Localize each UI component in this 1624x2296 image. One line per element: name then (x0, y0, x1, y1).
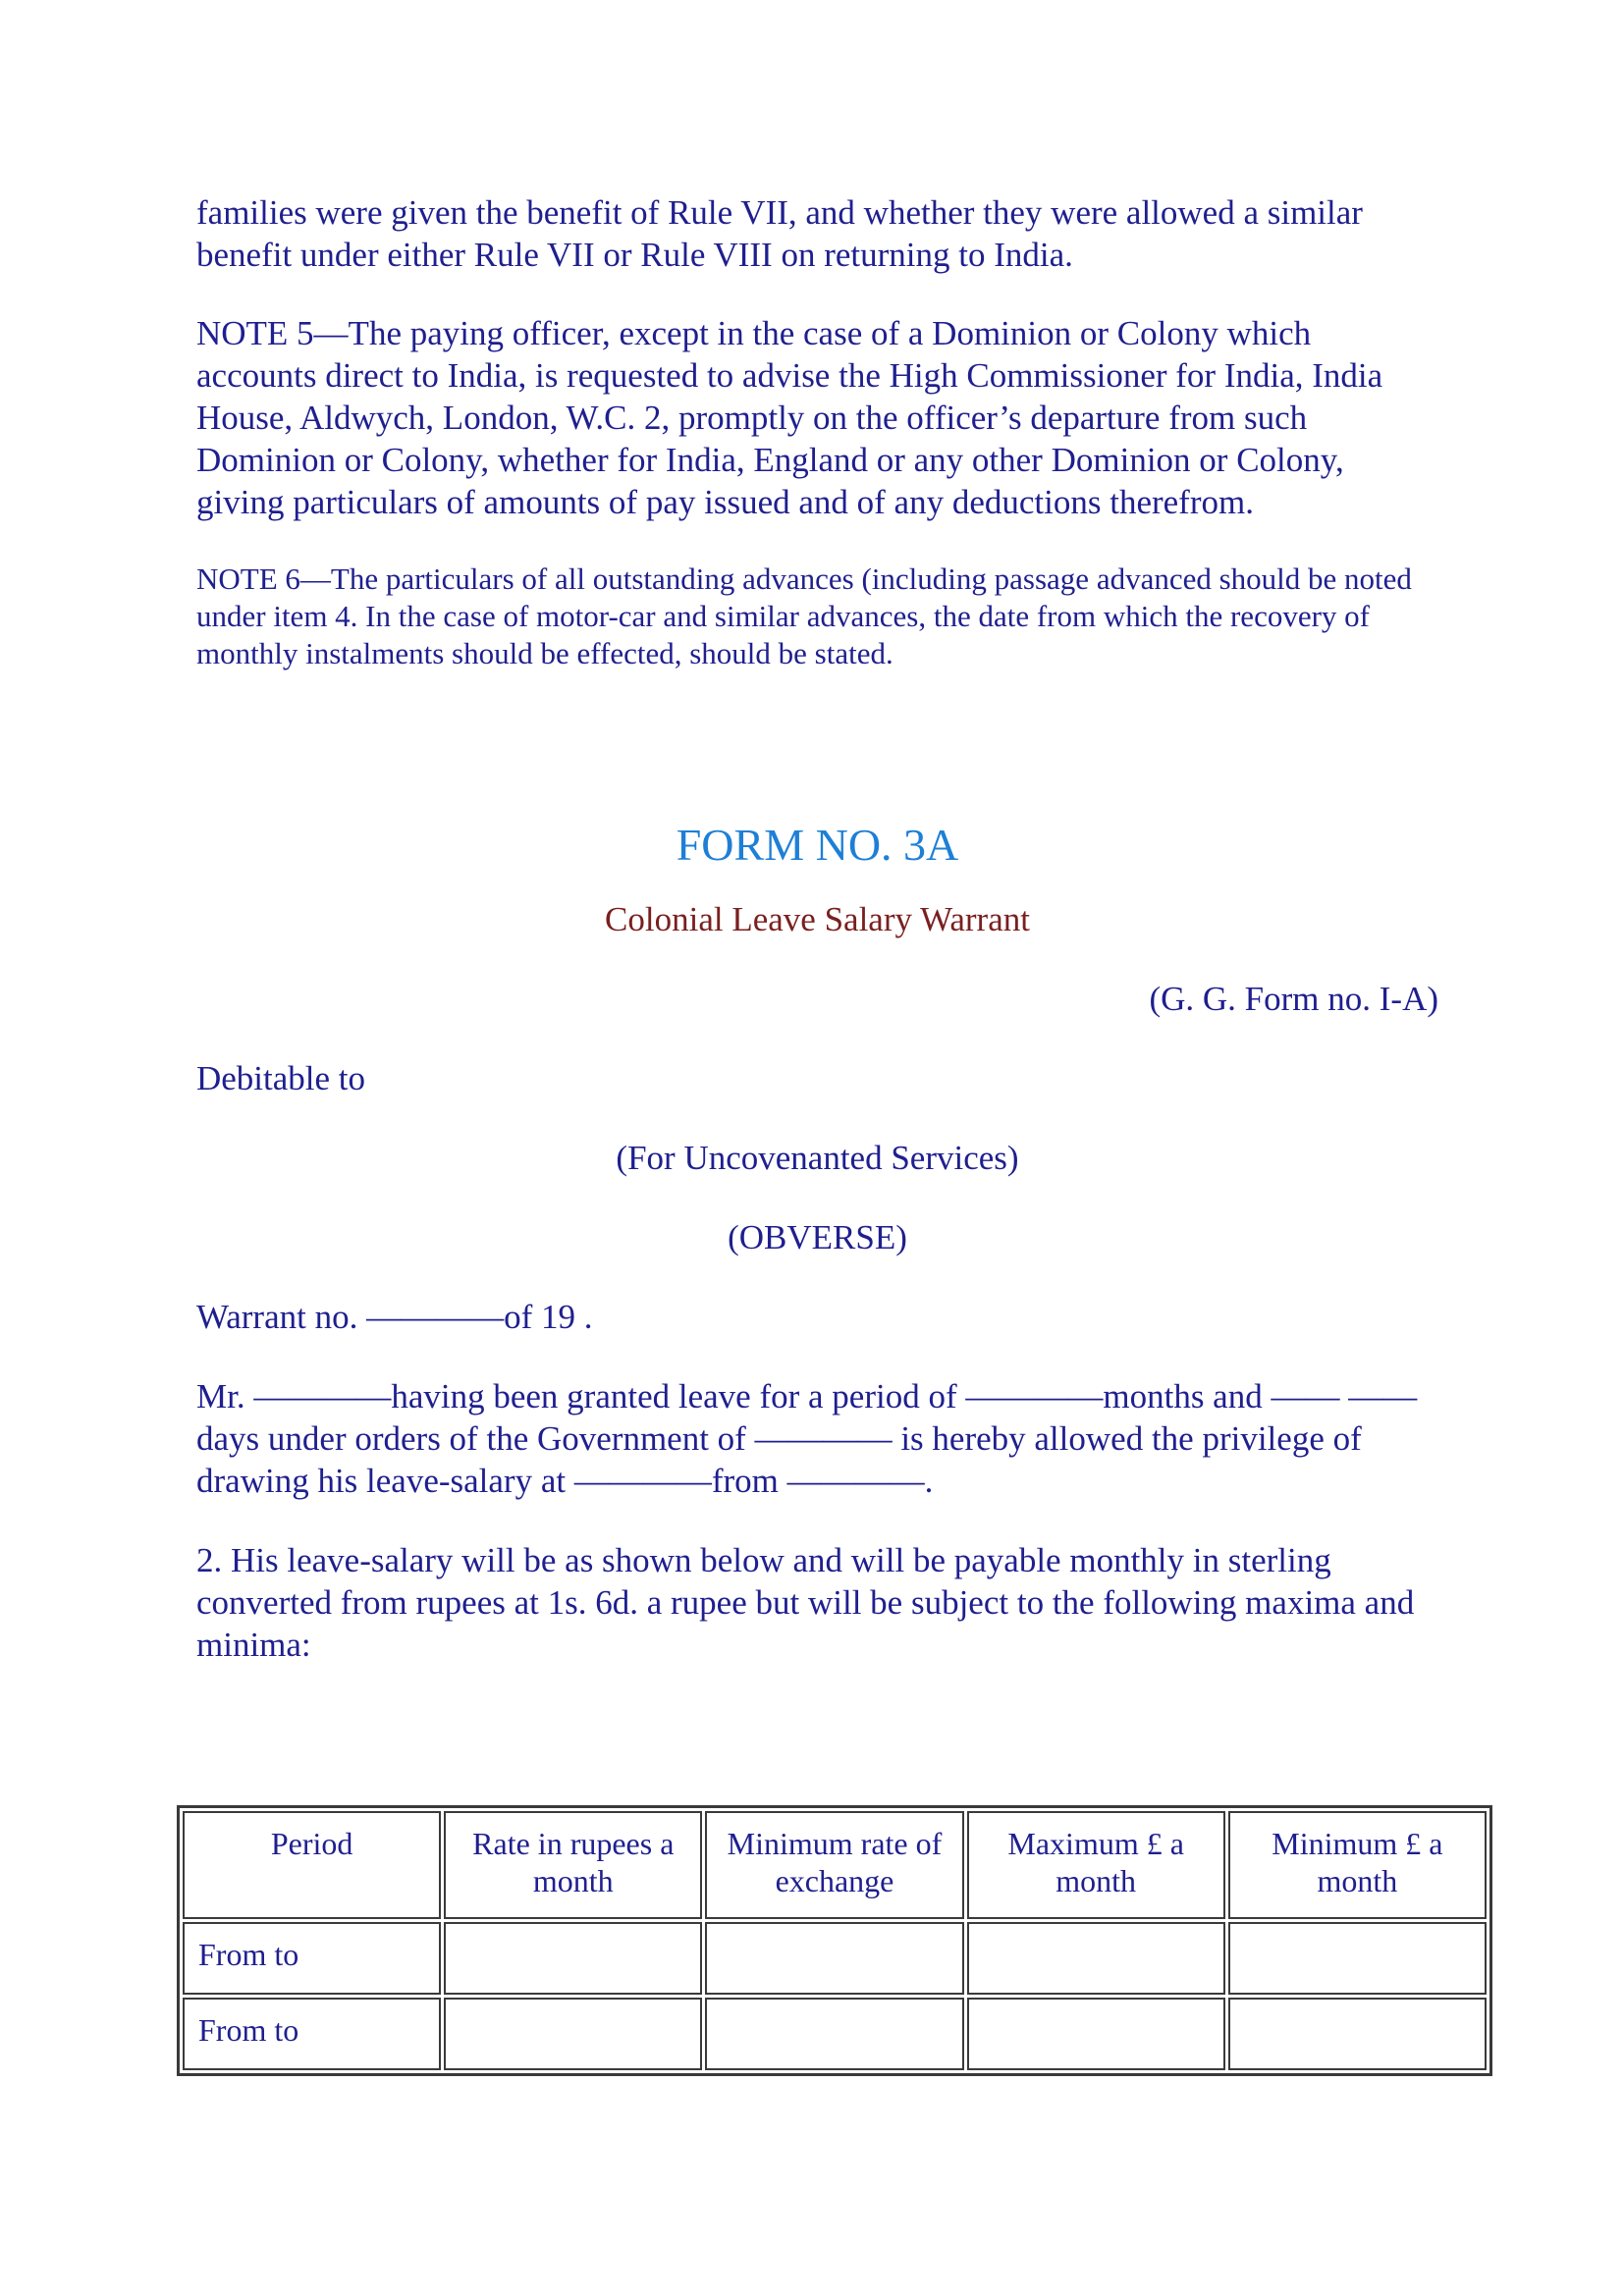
cell-rate-rupees (444, 1998, 702, 2070)
header-period: Period (183, 1811, 441, 1919)
warrant-number-line: Warrant no. ————of 19 . (196, 1298, 593, 1336)
header-max-pounds: Maximum £ a month (967, 1811, 1225, 1919)
form-title: FORM NO. 3A (676, 820, 959, 870)
form-subtitle: Colonial Leave Salary Warrant (605, 900, 1030, 938)
table-row (183, 1998, 1487, 2070)
document-page (196, 191, 1438, 1666)
cell-min-exchange (705, 1922, 963, 1995)
debitable-to: Debitable to (196, 1059, 366, 1097)
cell-period: From to (183, 1998, 441, 2070)
table-row (183, 1922, 1487, 1995)
cell-period: From to (183, 1922, 441, 1995)
header-rate-rupees: Rate in rupees a month (444, 1811, 702, 1919)
cell-min-pounds (1228, 1998, 1487, 2070)
cell-max-pounds (967, 1998, 1225, 2070)
header-min-pounds: Minimum £ a month (1228, 1811, 1487, 1919)
gg-form-number: (G. G. Form no. I-A) (1149, 980, 1438, 1018)
note-5-paragraph: NOTE 5—The paying officer, except in the case of a Dominion or Colony which accounts direct to India, is requested to advise the High Commissioner for India, India House, Aldwych, London, W.C. 2, promptly on the officer’s departure from such Dominion or Colony, whether for India, England or any other Dominion or Colony, giving particulars of amounts of pay issued and of any deductions therefrom. (196, 314, 1383, 521)
leave-grant-clause: Mr. ————having been granted leave for a period of ————months and —— ——days under orders of the Government of ———— is hereby allowed the privilege of drawing his leave-salary at ————from ————. (196, 1377, 1418, 1500)
rule-vii-paragraph: families were given the benefit of Rule VII, and whether they were allowed a similar benefit under either Rule VII or Rule VIII on returning to India. (196, 193, 1363, 274)
cell-max-pounds (967, 1922, 1225, 1995)
note-6-paragraph: NOTE 6—The particulars of all outstanding advances (including passage advanced should be noted under item 4. In the case of motor-car and similar advances, the date from which the recovery of monthly instalments should be effected, should be stated. (196, 561, 1412, 670)
header-min-exchange: Minimum rate of exchange (705, 1811, 963, 1919)
leave-salary-clause: 2. His leave-salary will be as shown below and will be payable monthly in sterling converted from rupees at 1s. 6d. a rupee but will be subject to the following maxima and minima: (196, 1541, 1415, 1664)
leave-salary-table-container (177, 1805, 1492, 2076)
cell-rate-rupees (444, 1922, 702, 1995)
obverse-label: (OBVERSE) (728, 1218, 907, 1256)
services-label: (For Uncovenanted Services) (616, 1139, 1019, 1177)
table-header-row (183, 1811, 1487, 1919)
cell-min-pounds (1228, 1922, 1487, 1995)
cell-min-exchange (705, 1998, 963, 2070)
leave-salary-table (177, 1805, 1492, 2076)
